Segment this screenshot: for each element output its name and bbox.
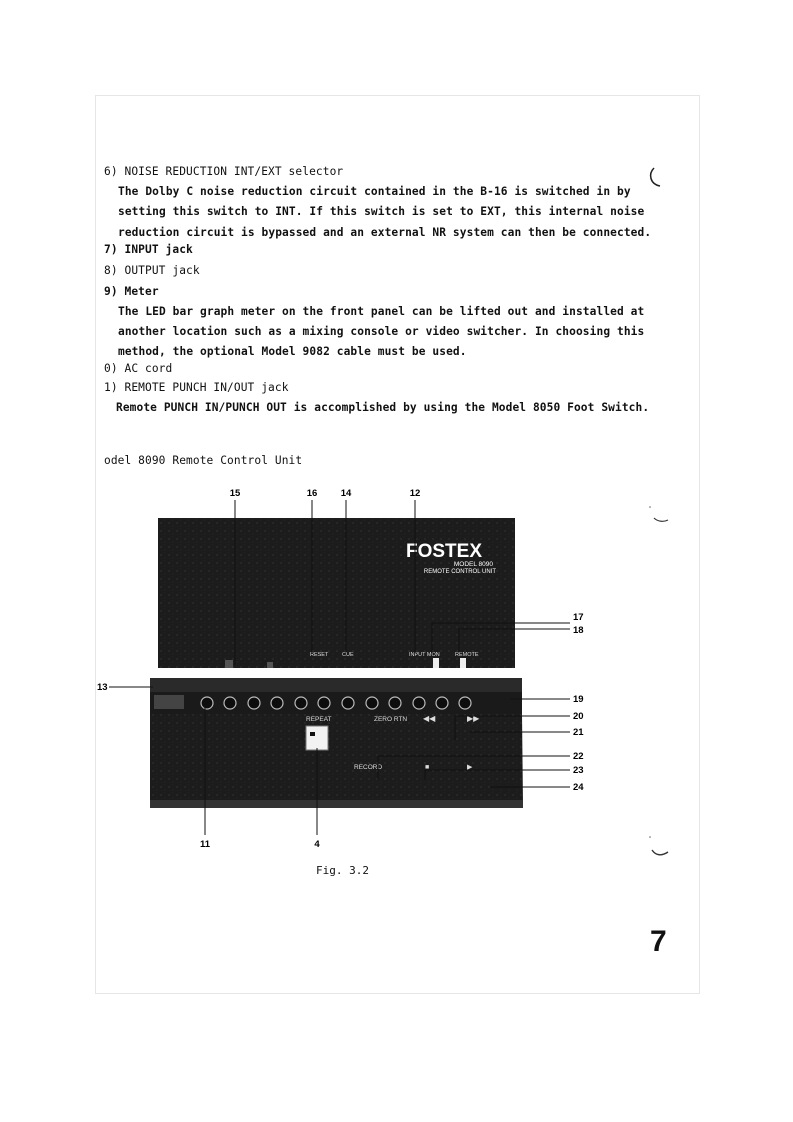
stop-label: ■	[425, 764, 430, 771]
callout-12: 12	[409, 488, 421, 499]
callout-4: 4	[314, 839, 320, 850]
body-line: reduction circuit is bypassed and an external NR system can then be connected.	[118, 226, 652, 239]
callout-17: 17	[573, 612, 584, 623]
callout-21: 21	[573, 727, 584, 738]
heading-meter: 9) Meter	[104, 285, 159, 298]
body-line: Remote PUNCH IN/PUNCH OUT is accomplished by using the Model 8050 Foot Switch.	[116, 401, 650, 414]
label-strip	[150, 678, 522, 692]
remote-label: REMOTE	[455, 652, 479, 658]
unit-name: REMOTE CONTROL UNIT	[423, 569, 496, 575]
input-mon-switch	[433, 658, 439, 668]
heading-remote-punch-jack: 1) REMOTE PUNCH IN/OUT jack	[104, 381, 289, 394]
play-label: ▶	[467, 764, 473, 771]
callout-16: 16	[306, 488, 318, 499]
heading-ac-cord: 0) AC cord	[104, 362, 173, 375]
remote-control-figure	[95, 480, 615, 860]
heading-noise-reduction: 6) NOISE REDUCTION INT/EXT selector	[104, 165, 344, 178]
body-line: The LED bar graph meter on the front panel can be lifted out and installed at	[118, 305, 645, 318]
callout-19: 19	[573, 694, 584, 705]
rewind-label: ◀◀	[423, 714, 436, 723]
heading-input-jack: 7) INPUT jack	[104, 243, 193, 256]
repeat-label: REPEAT	[306, 716, 332, 723]
cue-label: CUE	[342, 652, 354, 658]
body-line: The Dolby C noise reduction circuit contained in the B-16 is switched in by	[118, 185, 631, 198]
heading-output-jack: 8) OUTPUT jack	[104, 264, 200, 277]
unit-front-panel	[150, 714, 523, 805]
body-line: another location such as a mixing console or video switcher. In choosing this	[118, 325, 645, 338]
callout-22: 22	[573, 751, 584, 762]
model-name: MODEL 8090	[453, 561, 493, 568]
fast-forward-label: ▶▶	[467, 714, 480, 723]
callout-14: 14	[340, 488, 352, 499]
callout-23: 23	[573, 765, 584, 776]
callout-11: 11	[199, 839, 211, 850]
page-number: 7	[650, 925, 667, 958]
record-label: RECORD	[354, 764, 383, 771]
figure-caption: Fig. 3.2	[316, 864, 369, 877]
input-mon-label: INPUT MON	[409, 652, 440, 658]
brand-logo: FOSTEX	[405, 541, 482, 562]
reset-label: RESET	[310, 652, 329, 658]
scan-artifacts	[640, 160, 680, 880]
repeat-switch	[306, 726, 328, 750]
callout-15: 15	[229, 488, 241, 499]
callout-13: 13	[97, 682, 108, 693]
zero-rtn-label: ZERO RTN	[374, 716, 408, 723]
body-line: setting this switch to INT. If this switch is set to EXT, this internal noise	[118, 205, 645, 218]
callout-20: 20	[573, 711, 584, 722]
figure-section-title: odel 8090 Remote Control Unit	[104, 454, 303, 467]
callout-18: 18	[573, 625, 584, 636]
body-line: method, the optional Model 9082 cable must be used.	[118, 345, 467, 358]
callout-24: 24	[573, 782, 584, 793]
remote-switch	[460, 658, 466, 668]
